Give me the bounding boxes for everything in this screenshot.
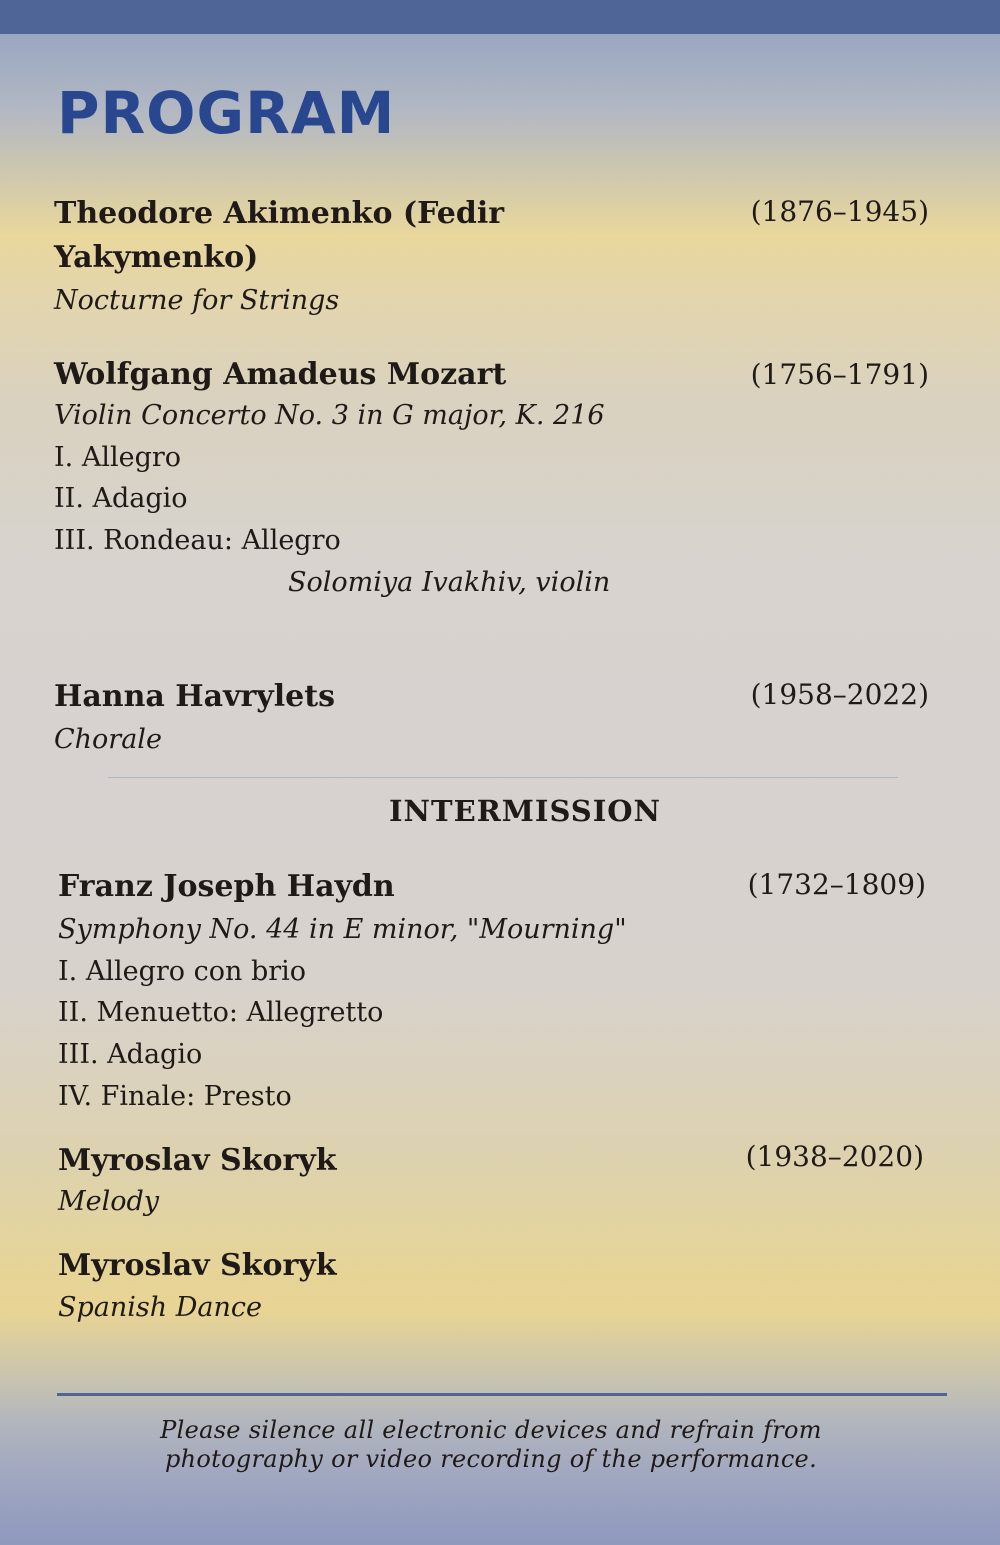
composer-name: Myroslav Skoryk [58,1248,337,1283]
composer-dates: (1876–1945) [750,195,929,228]
piece-details [58,1287,638,1329]
composer-name: Hanna Havrylets [54,679,335,714]
work-title: Violin Concerto No. 3 in G major, K. 216 [54,400,605,431]
soloist: Solomiya Ivakhiv, violin [288,566,611,598]
movement: IV. Finale: Presto [58,1080,292,1112]
intermission-heading: INTERMISSION [388,794,662,828]
piece-details [58,909,627,1118]
work-title: Chorale [54,724,162,755]
footer-notice [0,1416,982,1474]
footer-line: photography or video recording of the performance. [164,1445,817,1473]
movement: III. Adagio [58,1039,203,1071]
footer-line: Please silence all electronic devices and refrain from [160,1416,822,1444]
footer-divider [57,1393,947,1396]
composer-name: Franz Joseph Haydn [58,869,395,904]
page-title: PROGRAM [57,79,396,147]
composer-dates: (1938–2020) [745,1140,924,1173]
composer-dates: (1958–2022) [750,678,929,711]
composer-dates: (1732–1809) [747,868,926,901]
work-title: Nocturne for Strings [54,285,340,316]
work-title: Melody [58,1186,160,1217]
top-banner [0,0,1000,34]
piece-details [54,719,634,761]
piece-details [54,395,634,604]
work-title: Symphony No. 44 in E minor, "Mourning" [58,914,627,945]
movement: I. Allegro [54,441,182,473]
divider [108,777,898,778]
composer-name: Wolfgang Amadeus Mozart [54,357,507,392]
composer-dates: (1756–1791) [750,358,929,391]
movement: II. Adagio [54,483,188,515]
composer-name: Theodore Akimenko (Fedir Yakymenko) [54,196,505,275]
composer-name: Myroslav Skoryk [58,1143,337,1178]
movement: III. Rondeau: Allegro [54,525,341,557]
movement: I. Allegro con brio [58,955,307,987]
piece-details [58,1181,638,1223]
work-title: Spanish Dance [58,1292,262,1323]
movement: II. Menuetto: Allegretto [58,997,384,1029]
piece-details [54,280,634,322]
